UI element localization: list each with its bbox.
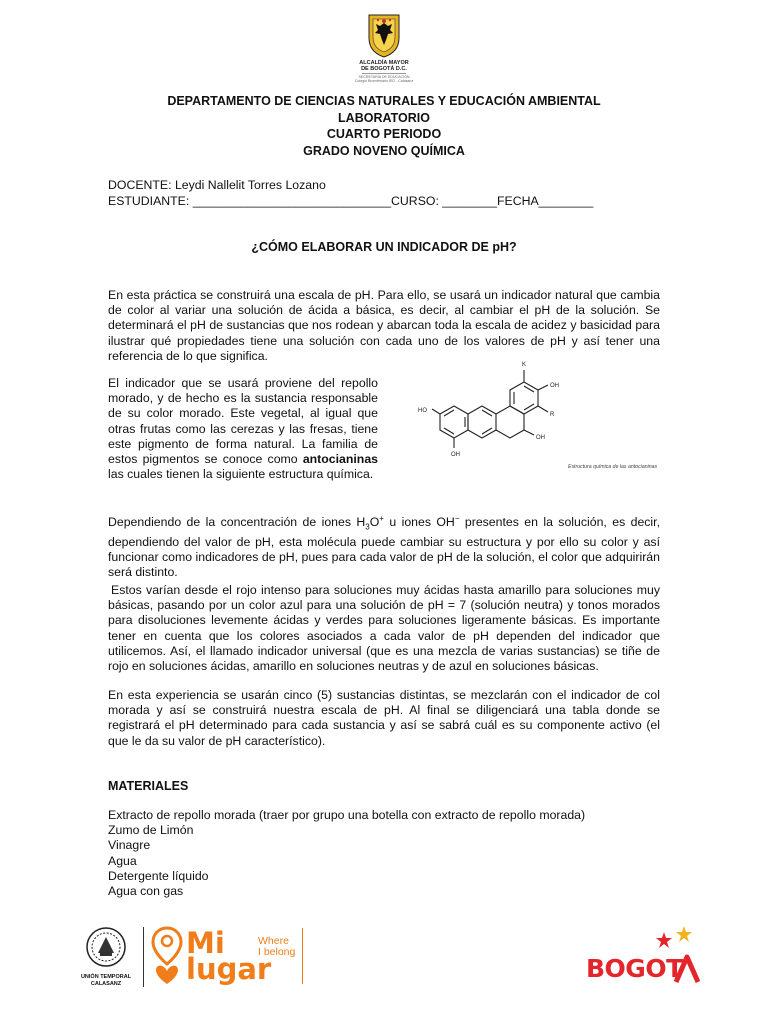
city-crest — [366, 12, 402, 58]
indicator-paragraph — [108, 376, 378, 482]
belong-text: I belong — [258, 946, 296, 958]
period-line: CUARTO PERIODO — [326, 127, 442, 141]
ions-paragraph — [108, 511, 660, 580]
material-item: Agua — [108, 853, 137, 868]
intro-paragraph: En esta práctica se construirá una escala de pH. Para ello, se usará un indicador natural que cambia de color al variar una solución de ácida a básica, es decir, al cambiar el pH de la solución. Se determinará el pH de sustancias que nos rodean y abarcan toda la escala de acidez y basicidad para ilustrar qué propiedades tiene una solución con cada uno de los valores de pH y así tener una referencia de lo que significa. — [108, 288, 660, 363]
crest-subcaption — [344, 75, 424, 84]
mi-lugar-logo — [150, 924, 310, 988]
where-text: Where — [258, 935, 289, 947]
teacher-line: DOCENTE: Leydi Nallelit Torres Lozano — [108, 178, 326, 192]
lab-line: LABORATORIO — [338, 110, 430, 125]
crest-divider — [362, 73, 406, 74]
anthocyanins-term: antocianinas — [302, 452, 378, 467]
union-line-1: UNIÓN TEMPORAL — [80, 974, 132, 980]
page-title: ¿CÓMO ELABORAR UN INDICADOR DE pH? — [251, 240, 517, 254]
structure-caption: Estructura química de las antocianinas — [568, 464, 658, 470]
material-item: Zumo de Limón — [108, 823, 194, 838]
material-item: Detergente líquido — [108, 868, 209, 883]
document-header — [0, 93, 768, 159]
structure-label-oh-bottom: OH — [451, 452, 460, 458]
bogota-a-glyph — [674, 954, 700, 984]
crest-subline-1: SECRETARÍA DE EDUCACIÓN — [358, 75, 410, 79]
ions-sub-3: 3 — [365, 522, 370, 532]
crest-subline-2: Colegio Bicentenario IED - Calasanz — [354, 79, 414, 84]
crest-caption — [344, 60, 424, 72]
ions-text-b: O — [369, 515, 380, 530]
mi-text: Mi — [186, 926, 225, 960]
location-pin-icon — [150, 924, 184, 986]
crest-line-2: DE BOGOTÁ D.C. — [361, 66, 407, 72]
anthocyanin-structure — [410, 356, 680, 476]
structure-label-k: K — [522, 362, 527, 368]
bogota-text: BOGOT — [586, 954, 683, 983]
mi-lugar-divider — [302, 928, 303, 984]
union-line-2: CALASANZ — [90, 980, 122, 987]
crest-line-1: ALCALDÍA MAYOR — [359, 60, 409, 66]
structure-label-oh-top: OH — [550, 383, 559, 389]
structure-label-r: R — [550, 412, 555, 418]
ions-text-a: Dependiendo de la concentración de iones H — [108, 515, 366, 530]
material-item: Extracto de repollo morada (traer por grupo una botella con extracto de repollo morada) — [108, 808, 586, 822]
grade-line: GRADO NOVENO QUÍMICA — [303, 143, 465, 158]
chemical-structure-diagram — [410, 356, 680, 476]
structure-label-ho: HO — [418, 408, 427, 414]
department-line: DEPARTAMENTO DE CIENCIAS NATURALES Y EDUCACIÓN AMBIENTAL — [167, 94, 601, 108]
ions-text-c: u iones OH — [383, 515, 455, 530]
bogota-logo — [586, 926, 706, 986]
materials-heading: MATERIALES — [108, 779, 189, 793]
materials-list — [108, 808, 668, 899]
colors-paragraph — [108, 583, 660, 674]
indicator-text-b: las cuales tienen la siguiente estructura química. — [108, 467, 374, 482]
experience-paragraph: En esta experiencia se usarán cinco (5) sustancias distintas, se mezclarán con el indicador de col morada y así se construirá nuestra escala de pH. Al final se diligenciará una tabla donde se registrará el pH determinado para cada sustancia y así se sabrá cuál es su componente activo (el que le da su valor de pH característico). — [108, 688, 660, 748]
lugar-text: lugar — [186, 952, 272, 986]
union-temporal-logo — [80, 925, 132, 987]
ions-sup-plus: + — [379, 514, 384, 523]
stars-icon — [650, 926, 706, 956]
material-item: Vinagre — [108, 838, 151, 853]
material-item: Agua con gas — [108, 884, 184, 899]
indicator-text-a: El indicador que se usará proviene del repollo morado, y de hecho es la sustancia responsable de su color morado. Este vegetal, al igual que otras frutas como las cerezas y las fresas, tiene este pigmento de forma natural. La familia de estos pigmentos se conoce como — [108, 376, 378, 467]
coat-of-arms-icon — [366, 12, 402, 58]
union-text — [80, 974, 132, 987]
where-i-belong — [258, 936, 295, 958]
structure-label-oh-right: OH — [536, 435, 545, 441]
union-seal-icon — [80, 925, 132, 969]
footer-divider — [143, 927, 144, 987]
ions-sup-minus: − — [454, 514, 460, 523]
ions-text-d: presentes en la solución, es decir, dependiendo del valor de pH, esta molécula puede cambiar su estructura y por ello su color y así funcionar como indicadores de pH, pues para cada valor de pH de la solución, el color que adquirirán será distinto. — [108, 515, 660, 580]
colors-text: Estos varían desde el rojo intenso para soluciones muy ácidas hasta amarillo para soluciones muy básicas, pasando por un color azul para una solución de pH = 7 (solución neutra) y tonos morados para disoluciones levemente ácidas y verdes para soluciones ligeramente básicas. Es importante tener en cuenta que los colores asociados a cada valor de pH dependen del indicador que utilicemos. Así, el llamado indicador universal (que es una mezcla de varias sustancias) se tiñe de rojo en soluciones ácidas, amarillo en soluciones neutras y de azul en soluciones básicas. — [108, 583, 660, 674]
student-line: ESTUDIANTE: _____________________________CURSO: ________FECHA________ — [108, 194, 594, 208]
